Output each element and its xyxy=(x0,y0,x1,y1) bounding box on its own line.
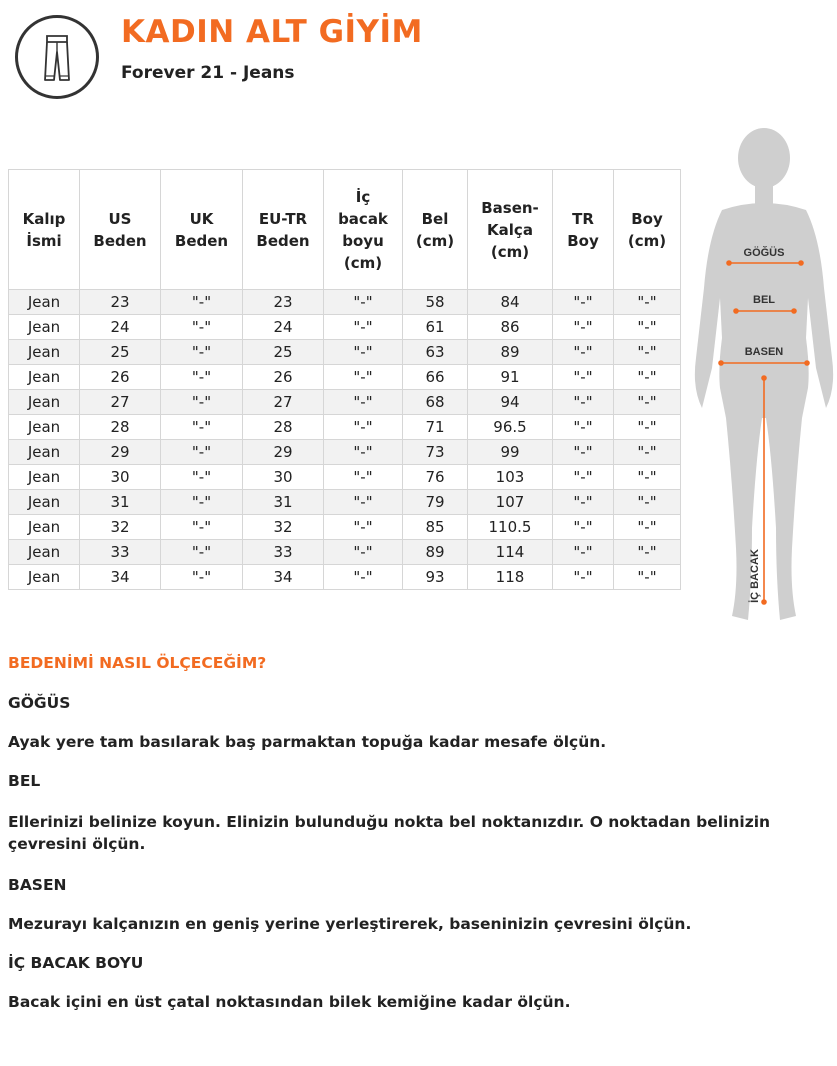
table-cell: 79 xyxy=(403,490,468,515)
table-cell: "-" xyxy=(161,290,243,315)
table-cell: 118 xyxy=(468,565,553,590)
table-cell: 94 xyxy=(468,390,553,415)
body-measurement-figure xyxy=(692,128,837,628)
table-cell: Jean xyxy=(9,540,80,565)
column-header-line: Beden xyxy=(256,231,310,250)
table-cell: 29 xyxy=(80,440,161,465)
table-cell: "-" xyxy=(553,515,614,540)
table-cell: 89 xyxy=(468,340,553,365)
table-cell: Jean xyxy=(9,315,80,340)
table-cell: 32 xyxy=(243,515,324,540)
column-header-line: Beden xyxy=(174,231,229,250)
table-row xyxy=(9,340,681,365)
inseam-label: İÇ BACAK xyxy=(749,549,761,603)
table-cell: "-" xyxy=(614,465,681,490)
table-cell: "-" xyxy=(161,540,243,565)
table-cell: Jean xyxy=(9,365,80,390)
table-cell: 71 xyxy=(403,415,468,440)
column-header-line: Boy xyxy=(567,231,599,250)
table-cell: "-" xyxy=(553,365,614,390)
table-cell: "-" xyxy=(161,465,243,490)
table-cell: 31 xyxy=(80,490,161,515)
pants-icon xyxy=(15,15,99,99)
table-cell: "-" xyxy=(614,490,681,515)
table-cell: 63 xyxy=(403,340,468,365)
table-cell: 26 xyxy=(243,365,324,390)
column-header-line: EU-TR xyxy=(258,209,308,228)
column-header xyxy=(9,170,80,290)
table-cell: Jean xyxy=(9,390,80,415)
table-cell: "-" xyxy=(553,490,614,515)
column-header-line: Boy xyxy=(631,209,663,228)
table-cell: Jean xyxy=(9,515,80,540)
table-cell: "-" xyxy=(614,315,681,340)
table-header-row xyxy=(9,170,681,290)
table-cell: 85 xyxy=(403,515,468,540)
table-row xyxy=(9,540,681,565)
table-cell: "-" xyxy=(553,290,614,315)
table-row xyxy=(9,315,681,340)
table-cell: 28 xyxy=(243,415,324,440)
table-cell: "-" xyxy=(161,515,243,540)
table-cell: "-" xyxy=(324,340,403,365)
table-cell: "-" xyxy=(553,465,614,490)
chest-label: GÖĞÜS xyxy=(743,247,785,259)
column-header xyxy=(161,170,243,290)
table-cell: "-" xyxy=(161,340,243,365)
column-header-line: (cm) xyxy=(415,231,455,250)
column-header xyxy=(553,170,614,290)
column-header xyxy=(468,170,553,290)
table-cell: 91 xyxy=(468,365,553,390)
column-header-line: TR xyxy=(572,209,594,228)
table-cell: "-" xyxy=(161,440,243,465)
table-cell: 68 xyxy=(403,390,468,415)
table-cell: 33 xyxy=(243,540,324,565)
waist-label: BEL xyxy=(753,294,775,306)
table-cell: "-" xyxy=(161,415,243,440)
table-cell: 32 xyxy=(80,515,161,540)
guide-text-waist: Ellerinizi belinize koyun. Elinizin bulunduğu nokta bel noktanızdır. O noktadan belinizin çevresini ölçün. xyxy=(8,813,771,853)
column-header-line: (cm) xyxy=(490,242,530,261)
table-row xyxy=(9,515,681,540)
table-cell: Jean xyxy=(9,340,80,365)
table-cell: "-" xyxy=(553,540,614,565)
table-cell: "-" xyxy=(553,315,614,340)
table-cell: 27 xyxy=(243,390,324,415)
table-cell: 58 xyxy=(403,290,468,315)
table-cell: "-" xyxy=(161,490,243,515)
column-header-line: İç xyxy=(355,187,371,206)
table-cell: 61 xyxy=(403,315,468,340)
table-cell: "-" xyxy=(614,515,681,540)
table-cell: "-" xyxy=(553,390,614,415)
table-cell: 99 xyxy=(468,440,553,465)
table-cell: 34 xyxy=(80,565,161,590)
table-cell: "-" xyxy=(614,390,681,415)
table-cell: 30 xyxy=(80,465,161,490)
table-cell: "-" xyxy=(553,565,614,590)
table-cell: "-" xyxy=(324,415,403,440)
table-cell: "-" xyxy=(553,415,614,440)
guide-heading-inseam: İÇ BACAK BOYU xyxy=(8,954,144,972)
table-cell: Jean xyxy=(9,490,80,515)
table-cell: 31 xyxy=(243,490,324,515)
table-cell: "-" xyxy=(161,390,243,415)
column-header xyxy=(614,170,681,290)
guide-heading-chest: GÖĞÜS xyxy=(8,694,71,712)
page-subtitle: Forever 21 - Jeans xyxy=(121,63,295,83)
table-cell: 29 xyxy=(243,440,324,465)
table-row xyxy=(9,565,681,590)
table-cell: Jean xyxy=(9,565,80,590)
table-cell: "-" xyxy=(324,440,403,465)
hip-label: BASEN xyxy=(744,346,784,358)
table-row xyxy=(9,465,681,490)
column-header-line: Kalıp xyxy=(22,209,66,228)
column-header-line: UK xyxy=(189,209,214,228)
table-cell: 86 xyxy=(468,315,553,340)
table-cell: "-" xyxy=(161,315,243,340)
table-cell: "-" xyxy=(614,440,681,465)
table-cell: 76 xyxy=(403,465,468,490)
table-cell: 33 xyxy=(80,540,161,565)
column-header-line: Kalça xyxy=(487,220,533,239)
table-cell: 24 xyxy=(243,315,324,340)
table-cell: 34 xyxy=(243,565,324,590)
column-header-line: Beden xyxy=(93,231,147,250)
column-header-line: boyu xyxy=(342,231,384,250)
table-cell: 89 xyxy=(403,540,468,565)
table-cell: 110.5 xyxy=(468,515,553,540)
table-cell: "-" xyxy=(614,415,681,440)
table-cell: 25 xyxy=(80,340,161,365)
column-header xyxy=(80,170,161,290)
table-cell: "-" xyxy=(553,340,614,365)
table-cell: "-" xyxy=(324,465,403,490)
table-cell: 24 xyxy=(80,315,161,340)
table-cell: "-" xyxy=(324,515,403,540)
table-cell: 30 xyxy=(243,465,324,490)
table-cell: 73 xyxy=(403,440,468,465)
column-header-line: (cm) xyxy=(627,231,667,250)
table-cell: "-" xyxy=(324,315,403,340)
size-table xyxy=(8,169,681,590)
column-header-line: US xyxy=(108,209,132,228)
table-row xyxy=(9,440,681,465)
table-cell: "-" xyxy=(324,565,403,590)
guide-text-inseam: Bacak içini en üst çatal noktasından bilek kemiğine kadar ölçün. xyxy=(8,993,571,1011)
column-header-line: Bel xyxy=(421,209,449,228)
table-cell: 27 xyxy=(80,390,161,415)
table-row xyxy=(9,365,681,390)
column-header xyxy=(324,170,403,290)
table-row xyxy=(9,290,681,315)
guide-heading-hip: BASEN xyxy=(8,876,67,894)
table-cell: 84 xyxy=(468,290,553,315)
table-cell: Jean xyxy=(9,415,80,440)
table-cell: 28 xyxy=(80,415,161,440)
table-cell: Jean xyxy=(9,290,80,315)
table-cell: "-" xyxy=(161,365,243,390)
table-row xyxy=(9,415,681,440)
table-cell: 66 xyxy=(403,365,468,390)
table-cell: Jean xyxy=(9,440,80,465)
table-cell: 103 xyxy=(468,465,553,490)
table-cell: "-" xyxy=(614,540,681,565)
table-cell: 23 xyxy=(80,290,161,315)
page-title: KADIN ALT GİYİM xyxy=(121,14,423,50)
table-cell: 96.5 xyxy=(468,415,553,440)
guide-heading-waist: BEL xyxy=(8,772,41,790)
table-cell: "-" xyxy=(324,390,403,415)
guide-text-hip: Mezurayı kalçanızın en geniş yerine yerleştirerek, baseninizin çevresini ölçün. xyxy=(8,915,692,933)
table-cell: 23 xyxy=(243,290,324,315)
table-cell: 107 xyxy=(468,490,553,515)
guide-title: BEDENİMİ NASIL ÖLÇECEĞİM? xyxy=(8,654,267,672)
table-cell: "-" xyxy=(161,565,243,590)
table-cell: Jean xyxy=(9,465,80,490)
table-cell: "-" xyxy=(324,540,403,565)
table-cell: "-" xyxy=(324,490,403,515)
column-header-line: Basen- xyxy=(481,198,539,217)
table-row xyxy=(9,490,681,515)
table-cell: "-" xyxy=(614,365,681,390)
table-cell: "-" xyxy=(324,365,403,390)
table-cell: "-" xyxy=(614,565,681,590)
table-cell: "-" xyxy=(324,290,403,315)
column-header-line: bacak xyxy=(338,209,388,228)
measurement-guide xyxy=(8,654,808,1011)
column-header xyxy=(243,170,324,290)
table-cell: "-" xyxy=(614,340,681,365)
column-header-line: (cm) xyxy=(343,253,383,272)
column-header xyxy=(403,170,468,290)
table-cell: 25 xyxy=(243,340,324,365)
table-cell: 93 xyxy=(403,565,468,590)
table-cell: "-" xyxy=(553,440,614,465)
table-cell: 114 xyxy=(468,540,553,565)
table-row xyxy=(9,390,681,415)
column-header-line: İsmi xyxy=(26,231,62,250)
table-cell: "-" xyxy=(614,290,681,315)
guide-text-chest: Ayak yere tam basılarak baş parmaktan topuğa kadar mesafe ölçün. xyxy=(8,733,607,751)
table-cell: 26 xyxy=(80,365,161,390)
